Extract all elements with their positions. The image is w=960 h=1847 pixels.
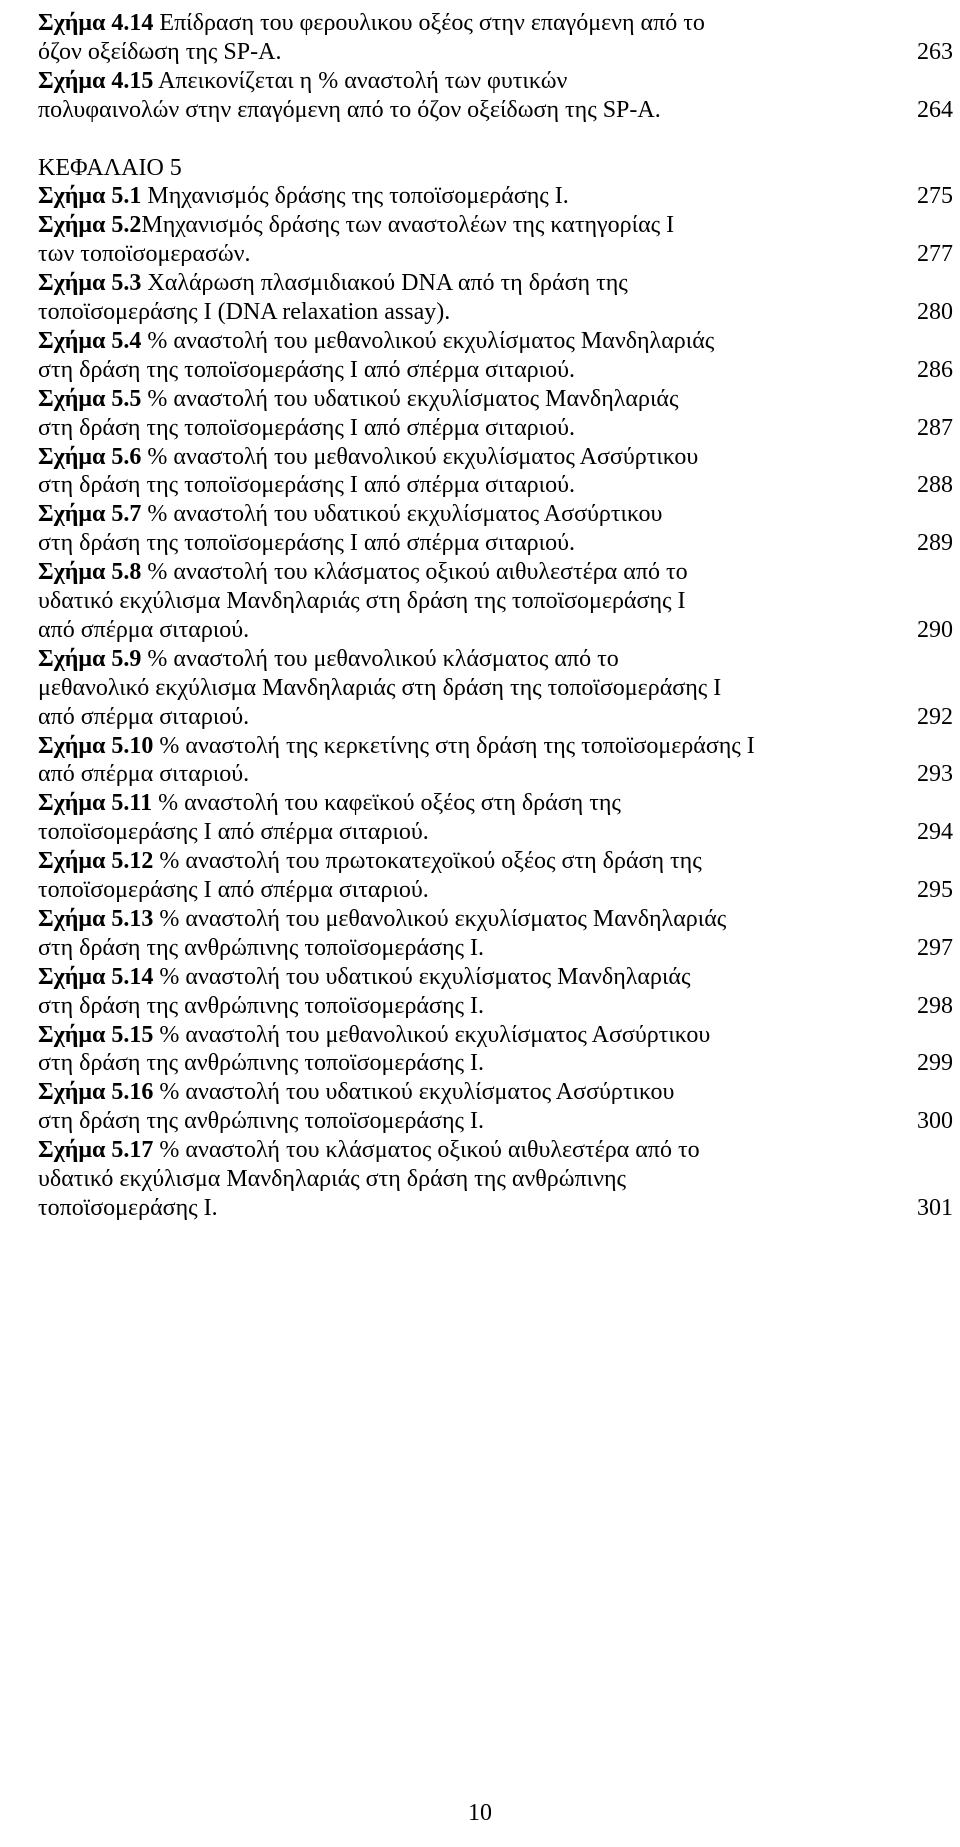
- figure-page-ref: 299: [917, 1050, 953, 1077]
- figure-label: Σχήμα 4.14: [38, 10, 154, 36]
- figure-caption-text: % αναστολή του υδατικού εκχυλίσματος Ασσύρτικου: [147, 501, 663, 528]
- figure-label: Σχήμα 5.15: [38, 1021, 154, 1048]
- figure-caption-text: % αναστολή του κλάσματος οξικού αιθυλεστέρα από το: [147, 559, 688, 586]
- figure-caption-text: % αναστολή του καφεϊκού οξέος στη δράση της: [158, 790, 621, 817]
- figure-page-ref: 295: [917, 877, 953, 903]
- figure-label: Σχήμα 5.6: [38, 443, 142, 470]
- figure-caption-text: % αναστολή του μεθανολικού κλάσματος από το: [147, 645, 619, 672]
- figure-label: Σχήμα 5.1: [38, 183, 142, 210]
- figure-caption-text: στη δράση της ανθρώπινης τοποϊσομεράσης Ι.: [38, 992, 484, 1019]
- figure-caption-text: στη δράση της τοποϊσομεράσης Ι από σπέρμα σιταριού.: [38, 414, 575, 441]
- figure-page-ref: 289: [917, 530, 953, 557]
- figure-caption-text: στη δράση της τοποϊσομεράσης Ι από σπέρμα σιταριού.: [38, 472, 575, 499]
- figure-caption-text: από σπέρμα σιταριού.: [38, 761, 250, 788]
- figure-caption-text: % αναστολή του μεθανολικού εκχυλίσματος Μανδηλαριάς: [159, 905, 727, 932]
- figure-caption-text: υδατικό εκχύλισμα Μανδηλαριάς στη δράση της ανθρώπινης: [38, 1166, 627, 1192]
- figure-caption-text: μεθανολικό εκχύλισμα Μανδηλαριάς στη δράση της τοποϊσομεράσης Ι: [38, 674, 722, 701]
- figure-caption-text: τοποϊσομεράσης Ι.: [38, 1194, 218, 1221]
- figure-caption-text: στη δράση της τοποϊσομεράσης Ι από σπέρμα σιταριού.: [38, 530, 575, 557]
- figure-caption-text: τοποϊσομεράσης Ι (DNA relaxation assay).: [38, 299, 451, 325]
- figure-page-ref: 288: [917, 472, 953, 499]
- figure-caption-text: Επίδραση του φερουλικου οξέος στην επαγόμενη από το: [159, 10, 705, 36]
- figure-caption-text: % αναστολή της κερκετίνης στη δράση της τοποϊσομεράσης Ι: [159, 732, 755, 759]
- figure-page-ref: 293: [917, 761, 953, 788]
- figure-caption-text: % αναστολή του υδατικού εκχυλίσματος Μανδηλαριάς: [159, 963, 691, 990]
- figure-caption-text: από σπέρμα σιταριού.: [38, 616, 250, 643]
- figure-caption-text: % αναστολή του πρωτοκατεχοϊκού οξέος στη δράση της: [159, 848, 702, 875]
- figure-caption-text: τοποϊσομεράσης Ι από σπέρμα σιταριού.: [38, 877, 429, 903]
- figure-label: Σχήμα 5.14: [38, 963, 154, 990]
- figure-label: Σχήμα 5.3: [38, 270, 142, 297]
- figure-caption-text: όζον οξείδωση της SP-A.: [38, 38, 282, 65]
- figure-caption-text: Απεικονίζεται η % αναστολή των φυτικών: [158, 67, 568, 94]
- figure-label: Σχήμα 5.11: [38, 790, 153, 817]
- figure-caption-text: % αναστολή του υδατικού εκχυλίσματος Μανδηλαριάς: [147, 385, 679, 412]
- figure-caption-text: πολυφαινολών στην επαγόμενη από το όζον οξείδωση της SP-A.: [38, 96, 661, 123]
- figure-caption-text: υδατικό εκχύλισμα Μανδηλαριάς στη δράση της τοποϊσομεράσης Ι: [38, 588, 686, 614]
- figure-caption-text: στη δράση της ανθρώπινης τοποϊσομεράσης Ι.: [38, 1108, 484, 1135]
- figure-page-ref: 292: [917, 703, 953, 730]
- figure-label: Σχήμα 5.10: [38, 732, 154, 759]
- figure-label: Σχήμα 5.13: [38, 905, 154, 932]
- figure-page-ref: 264: [917, 96, 953, 123]
- figure-label: Σχήμα 5.7: [38, 501, 142, 528]
- figure-caption-text: % αναστολή του κλάσματος οξικού αιθυλεστέρα από το: [159, 1137, 700, 1164]
- figure-entry-continuation-line: [38, 1192, 218, 1225]
- figure-label: Σχήμα 5.8: [38, 559, 142, 586]
- figure-caption-text: Μηχανισμός δράσης της τοποϊσομεράσης Ι.: [147, 183, 569, 210]
- chapter-heading: ΚΕΦΑΛΑΙΟ 5: [38, 154, 182, 181]
- figure-caption-text: Μηχανισμός δράσης των αναστολέων της κατηγορίας Ι: [141, 212, 675, 239]
- figure-caption-text: % αναστολή του υδατικού εκχυλίσματος Ασσύρτικου: [159, 1079, 675, 1106]
- figure-caption-text: στη δράση της ανθρώπινης τοποϊσομεράσης Ι.: [38, 1050, 484, 1077]
- figure-page-ref: 294: [917, 819, 953, 846]
- figure-label: Σχήμα 5.4: [38, 327, 142, 354]
- figure-caption-text: τοποϊσομεράσης Ι από σπέρμα σιταριού.: [38, 819, 429, 846]
- figure-caption-text: από σπέρμα σιταριού.: [38, 703, 250, 730]
- figure-page-ref: 275: [917, 183, 953, 210]
- figure-page-ref: 286: [917, 356, 953, 383]
- figure-caption-text: στη δράση της τοποϊσομεράσης Ι από σπέρμα σιταριού.: [38, 356, 575, 383]
- figure-label: Σχήμα 5.17: [38, 1137, 154, 1164]
- figure-label: Σχήμα 5.9: [38, 645, 142, 672]
- figure-caption-text: % αναστολή του μεθανολικού εκχυλίσματος Ασσύρτικου: [147, 443, 699, 470]
- figure-page-ref: 298: [917, 992, 953, 1019]
- figure-label: Σχήμα 5.5: [38, 385, 142, 412]
- figure-page-ref: 297: [917, 934, 953, 961]
- figure-page-ref: 277: [917, 241, 953, 268]
- figure-page-ref: 263: [917, 38, 953, 65]
- figure-label: Σχήμα 4.15: [38, 67, 154, 94]
- figure-label: Σχήμα 5.12: [38, 848, 154, 875]
- figure-caption-text: % αναστολή του μεθανολικού εκχυλίσματος Ασσύρτικου: [159, 1021, 711, 1048]
- figure-page-ref: 300: [917, 1108, 953, 1135]
- figure-page-ref: 280: [917, 299, 953, 325]
- figure-caption-text: % αναστολή του μεθανολικού εκχυλίσματος Μανδηλαριάς: [147, 327, 715, 354]
- figure-label: Σχήμα 5.16: [38, 1079, 154, 1106]
- figure-page-ref: 290: [917, 616, 953, 643]
- figure-page-ref: 287: [917, 414, 953, 441]
- figure-caption-text: Χαλάρωση πλασμιδιακού DNA από τη δράση της: [147, 270, 628, 297]
- figure-page-ref: 301: [917, 1194, 953, 1221]
- page-number: 10: [468, 1800, 492, 1826]
- figure-caption-text: των τοποϊσομερασών.: [38, 241, 251, 268]
- figure-label: Σχήμα 5.2: [38, 212, 142, 239]
- figure-caption-text: στη δράση της ανθρώπινης τοποϊσομεράσης Ι.: [38, 934, 484, 961]
- figure-entry-continuation-line: [38, 94, 661, 127]
